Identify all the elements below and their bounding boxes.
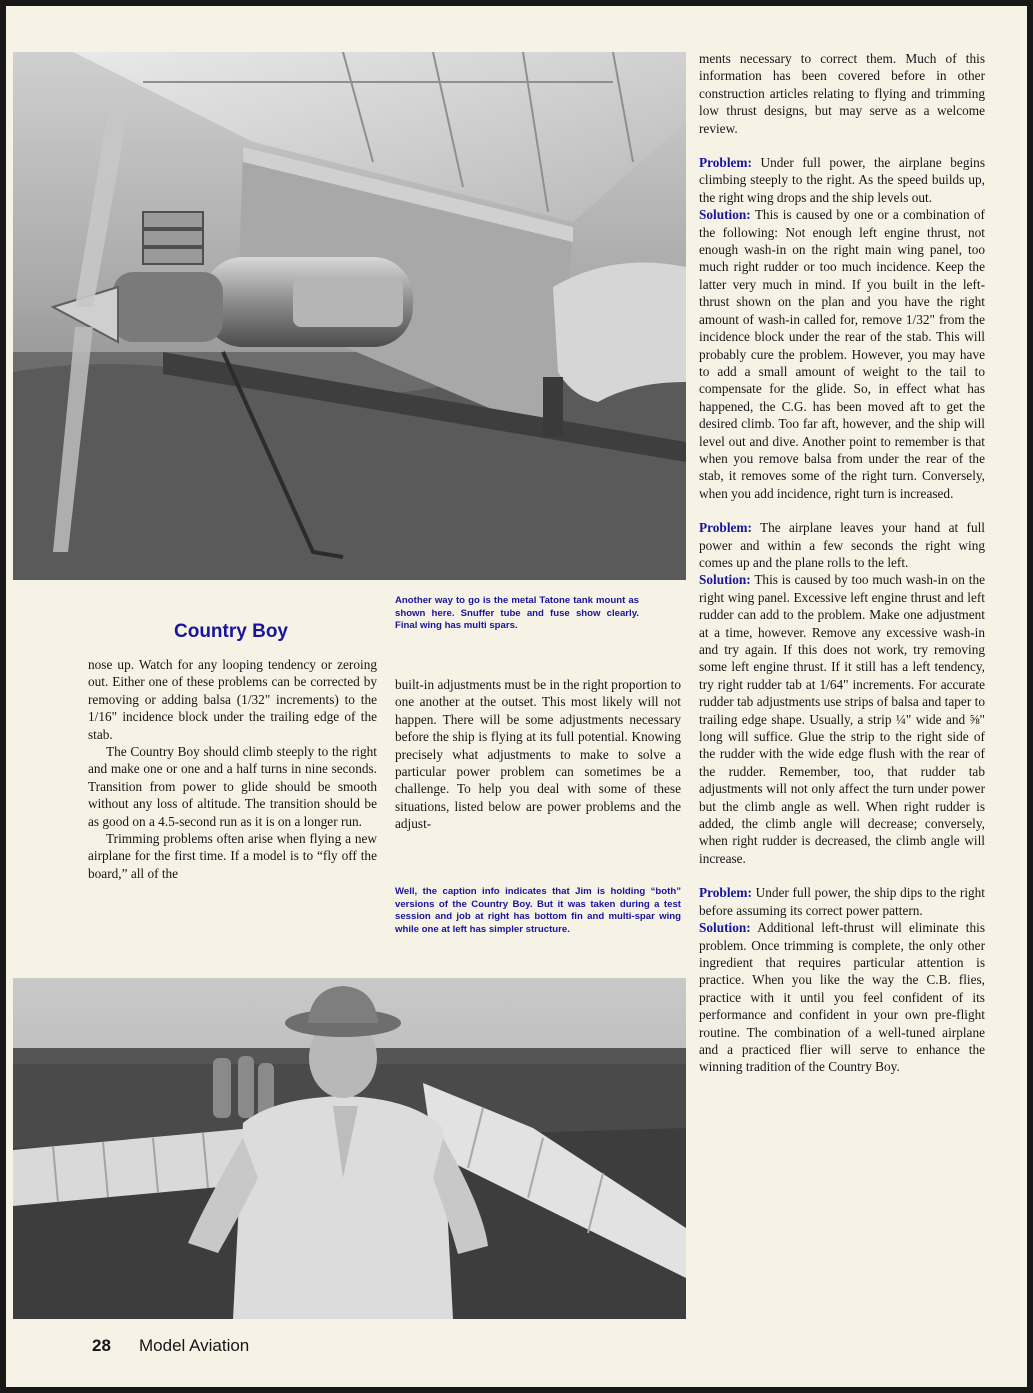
solution-1-text: This is caused by one or a combination of the following: Not enough left engine thrust, not enough wash-in on the right main wing panel, too much right rudder or too much incidence. Keep the latter very much in mind. If you built in the left-thrust shown on the plan and you have the right amount of wash-in called for, remove 1/32" from the incidence block under the rear of the stab. This will probably cure the problem. However, you may have to add a small amount of weight to the tail to compensate for the glide. So, in effect what has happened, the C.G. has been moved aft to get the desired climb. Too far aft, however, and the ship will level out and dive. Another point to remember is that when you remove balsa from under the rear of the stab, it removes some of the right turn. Conversely, when you add incidence, right turn is increased. (699, 207, 985, 501)
problem-2 (699, 519, 985, 571)
solution-label: Solution: (699, 572, 751, 588)
left-paragraph-2: The Country Boy should climb steeply to the right and make one or one and a half turns in nine seconds. Transition from power to glide should be smooth without any loss of altitude. The transition should be as good on a 4.5-second run as it is on a longer run. (88, 744, 377, 829)
problem-1-text: Under full power, the airplane begins climbing steeply to the right. As the speed builds up, the right wing drops and the ship levels out. (699, 155, 985, 205)
left-paragraph-1: nose up. Watch for any looping tendency or zeroing out. Either one of these problems can be corrected by removing or adding balsa (1/32" increments) to the 1/16" incidence block under the trailing edge of the stab. (88, 657, 377, 742)
problem-label: Problem: (699, 155, 752, 171)
middle-paragraph-1: built-in adjustments must be in the right proportion to one another at the outset. This most likely will not happen. There will be some adjustments necessary before the ship is flying at its full potential. Knowing precisely what adjustments to make to solve a particular power problem can sometimes be a challenge. To help you deal with some of these situations, listed below are power problems and the adjust- (395, 677, 681, 832)
top-photo-caption: Another way to go is the metal Tatone tank mount as shown here. Snuffer tube and fuse show clearly. Final wing has multi spars. (395, 595, 639, 631)
left-paragraph-3: Trimming problems often arise when flying a new airplane for the first time. If a model is to “fly off the board,” all of the (88, 831, 377, 881)
problem-label: Problem: (699, 885, 752, 901)
middle-text-column (395, 676, 681, 833)
right-text-column (699, 50, 985, 1076)
solution-label: Solution: (699, 920, 751, 936)
solution-label: Solution: (699, 207, 751, 223)
problem-label: Problem: (699, 520, 752, 536)
article-headline: Country Boy (174, 621, 288, 642)
engine-mount-photo (13, 52, 686, 580)
magazine-page (6, 6, 1027, 1387)
right-intro: ments necessary to correct them. Much of this information has been covered before in other construction articles relating to flying and trimming low thrust designs, but may serve as a welcome review. (699, 51, 985, 136)
problem-1 (699, 154, 985, 206)
page-number: 28 (92, 1336, 111, 1355)
solution-3-text: Additional left-thrust will eliminate this problem. Once trimming is complete, the only other ingredient that requires particular attention is practice. When you like the way the C.B. flies, practice with it until you feel confident of its performance and confident in your own pre-flight routine. The combination of a well-tuned airplane and a practiced flier will serve to enhance the winning tradition of the Country Boy. (699, 920, 985, 1075)
solution-3 (699, 919, 985, 1076)
solution-2 (699, 571, 985, 867)
bottom-photo-caption: Well, the caption info indicates that Jim is holding “both” versions of the Country Boy. But it was taken during a test session and job at right has bottom fin and multi-spar wing while one at left has simpler structure. (395, 886, 681, 935)
solution-1 (699, 206, 985, 502)
publication-name: Model Aviation (139, 1336, 250, 1355)
problem-2-text: The airplane leaves your hand at full power and within a few seconds the right wing comes up and the plane rolls to the left. (699, 520, 985, 570)
solution-2-text: This is caused by too much wash-in on the right wing panel. Excessive left engine thrust and left rudder can add to the problem. Make one adjustment at a time, however. Remove any excessive wash-in and try again. If this does not work, try removing some left engine thrust. If it still has a left tendency, try right rudder tab at 1/64" increments. For accurate rudder tab adjustments use strips of balsa and taper to trailing edge shape. Usually, a strip ¼" wide and ⅝" long will suffice. Glue the strip to the right side of the rudder with the wide edge flush with the rear of the rudder. Remember, too, that rudder tab adjustments will not only affect the turn under power but the climb angle as well. When right rudder is added, the climb angle will decrease; conversely, when right rudder is decreased, the climb angle will increase. (699, 572, 985, 866)
problem-3-text: Under full power, the ship dips to the right before assuming its correct power pattern. (699, 885, 986, 918)
problem-3 (699, 884, 985, 919)
flier-with-models-photo (13, 978, 686, 1319)
left-text-column (88, 656, 377, 882)
